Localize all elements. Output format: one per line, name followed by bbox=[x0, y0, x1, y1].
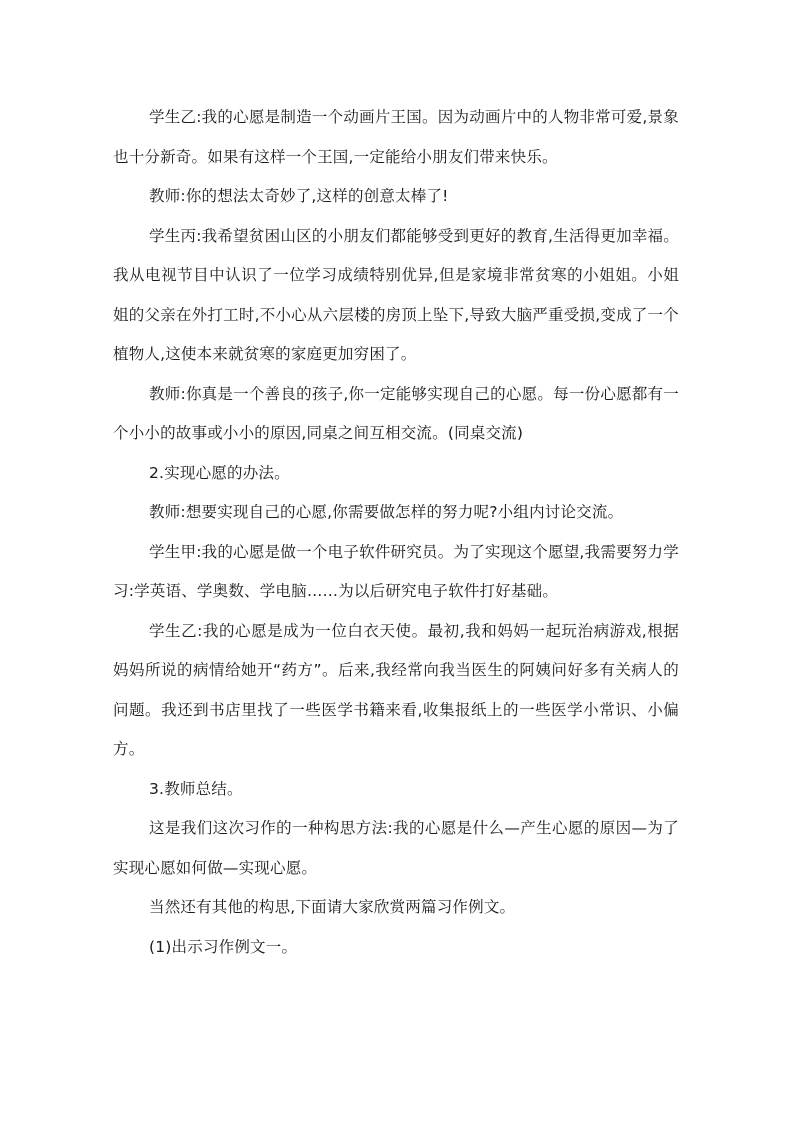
paragraph-teacher-question: 教师:想要实现自己的心愿,你需要做怎样的努力呢?小组内讨论交流。 bbox=[149, 503, 624, 521]
paragraph-student-bing-wish: 学生丙:我希望贫困山区的小朋友们都能够受到更好的教育,生活得更加幸福。我从电视节目中认识了一位学习成绩特别优异,但是家境非常贫寒的小姐姐。小姐姐的父亲在外打工时,不小心从六层楼的房顶上坠下,导致大脑严重受损,变成了一个植物人,这使本来就贫寒的家庭更加穷困了。 bbox=[113, 226, 679, 363]
document-body bbox=[113, 98, 679, 967]
paragraph-other-ideas: 当然还有其他的构思,下面请大家欣赏两篇习作例文。 bbox=[149, 898, 516, 916]
paragraph-structure-method: 这是我们这次习作的一种构思方法:我的心愿是什么—产生心愿的原因—为了实现心愿如何做—实现心愿。 bbox=[113, 819, 679, 877]
paragraph-student-yi-plan: 学生乙:我的心愿是成为一位白衣天使。最初,我和妈妈一起玩治病游戏,根据妈妈所说的病情给她开“药方”。后来,我经常向我当医生的阿姨问好多有关病人的问题。我还到书店里找了一些医学书籍来看,收集报纸上的一些医学小常识、小偏方。 bbox=[113, 621, 679, 758]
paragraph-teacher-praise: 教师:你的想法太奇妙了,这样的创意太棒了! bbox=[149, 187, 449, 205]
paragraph-student-yi-wish: 学生乙:我的心愿是制造一个动画片王国。因为动画片中的人物非常可爱,景象也十分新奇。如果有这样一个王国,一定能给小朋友们带来快乐。 bbox=[113, 108, 679, 166]
paragraph-teacher-exchange: 教师:你真是一个善良的孩子,你一定能够实现自己的心愿。每一份心愿都有一个小小的故事或小小的原因,同桌之间互相交流。(同桌交流) bbox=[113, 384, 679, 442]
section-heading-methods: 2.实现心愿的办法。 bbox=[149, 463, 290, 482]
paragraph-student-jia-plan: 学生甲:我的心愿是做一个电子软件研究员。为了实现这个愿望,我需要努力学习:学英语、学奥数、学电脑……为以后研究电子软件打好基础。 bbox=[113, 542, 679, 600]
paragraph-example-one: (1)出示习作例文一。 bbox=[149, 937, 298, 956]
section-heading-summary: 3.教师总结。 bbox=[149, 779, 243, 798]
